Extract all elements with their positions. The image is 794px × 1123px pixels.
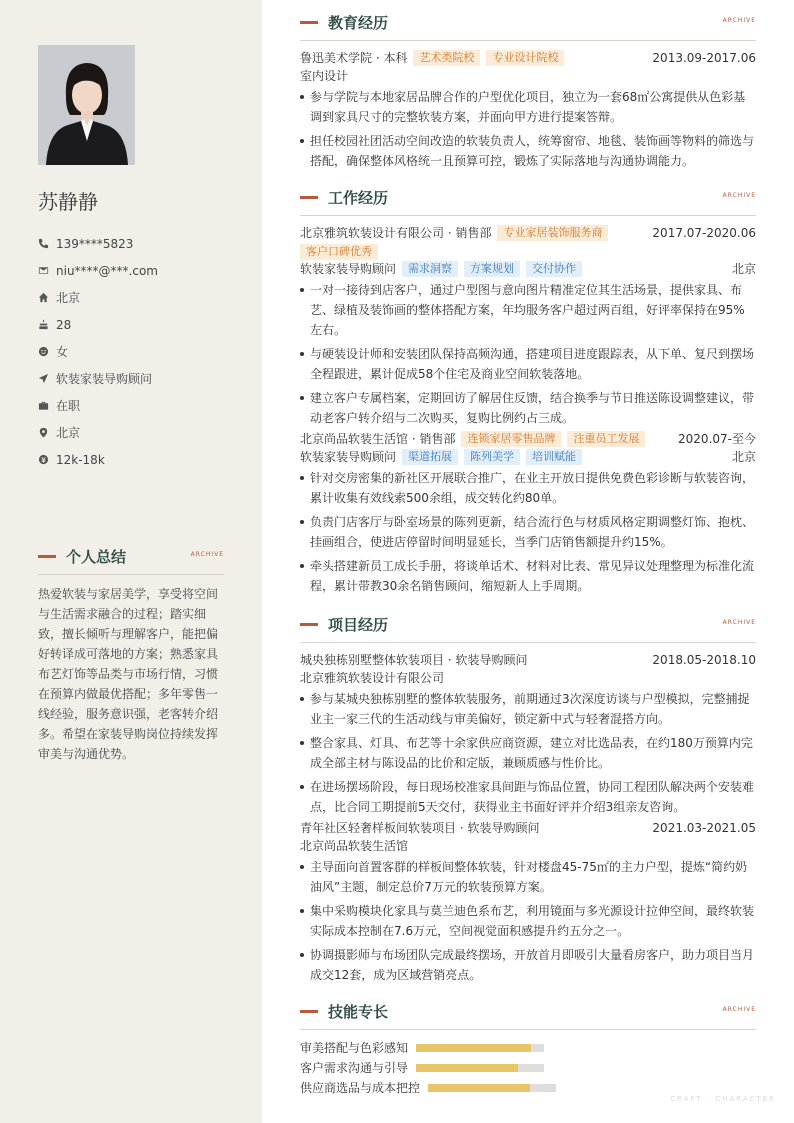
portrait-image xyxy=(38,45,135,165)
job-bullet: 一对一接待到店客户，通过户型图与意向图片精准定位其生活场景，提供家具、布艺、绿植及装饰画的整体搭配方案，年均服务客户超过两百组，好评率保持在95%左右。 xyxy=(300,280,756,340)
info-email xyxy=(38,257,248,284)
gender-icon xyxy=(38,346,56,357)
status-text: 在职 xyxy=(56,399,81,413)
project-header-row xyxy=(300,651,756,669)
email-text: niu****@***.com xyxy=(56,263,158,278)
skill-level-bar xyxy=(416,1064,544,1072)
skill-level-bar xyxy=(416,1044,544,1052)
info-location xyxy=(38,419,248,446)
education-major-row xyxy=(300,67,756,85)
mail-icon xyxy=(38,265,56,276)
skill-item xyxy=(300,1058,544,1078)
skills-section xyxy=(300,1000,756,1098)
job-header-row xyxy=(300,430,756,448)
education-major: 室内设计 xyxy=(300,69,349,83)
company-tag: 专业家居装饰服务商 xyxy=(497,225,608,241)
project-bullet: 在进场摆场阶段，每日现场校准家具间距与饰品位置，协同工程团队解决两个安装难点，比合同工期提前5天交付，获得业主书面好评并介绍3组亲友咨询。 xyxy=(300,777,756,817)
skill-tag: 交付协作 xyxy=(526,261,582,277)
project-date: 2021.03-2021.05 xyxy=(652,821,756,835)
project-org-row xyxy=(300,837,756,855)
skill-level-fill xyxy=(416,1064,518,1072)
position-text: 软装家装导购顾问 xyxy=(56,372,153,386)
project-bullet: 参与某城央独栋别墅的整体软装服务，前期通过3次深度访谈与户型模拟，完整捕捉业主一家三代的生活动线与审美偏好，锁定新中式与轻奢混搭方向。 xyxy=(300,689,756,729)
salary-icon xyxy=(38,454,56,465)
project-bullet: 集中采购模块化家具与莫兰迪色系布艺，利用镜面与多光源设计拉伸空间，最终软装实际成本控制在7.6万元，空间视觉面积感提升约五分之一。 xyxy=(300,901,756,941)
job-bullet: 负责门店客厅与卧室场景的陈列更新，结合流行色与材质风格定期调整灯饰、抱枕、挂画组合，使进店停留时间明显延长，当季门店销售额提升约15%。 xyxy=(300,512,756,552)
work-section xyxy=(300,186,756,596)
phone-icon xyxy=(38,238,56,249)
job-date: 2020.07-至今 xyxy=(678,432,756,446)
project-bullet: 主导面向首置客群的样板间整体软装，针对楼盘45-75㎡的主力户型，提炼“简约奶油风”主题，制定总价7万元的软装预算方案。 xyxy=(300,857,756,897)
section-accent-bar xyxy=(300,1010,318,1013)
section-divider xyxy=(300,40,756,41)
skill-level-fill xyxy=(428,1084,530,1092)
section-accent-bar xyxy=(300,21,318,24)
skill-tag: 方案规划 xyxy=(464,261,520,277)
skill-name: 供应商选品与成本把控 xyxy=(300,1081,421,1095)
education-section xyxy=(300,11,756,171)
skills-header xyxy=(300,1000,756,1022)
project-bullet: 整合家具、灯具、布艺等十余家供应商资源，建立对比选品表，在约180万预算内完成全部主材与陈设品的比价和定版，兼顾质感与性价比。 xyxy=(300,733,756,773)
skill-tag: 陈列美学 xyxy=(464,449,520,465)
work-archive-tag: ARCHIVE xyxy=(722,192,756,199)
briefcase-icon xyxy=(38,400,56,411)
job-date: 2017.07-2020.06 xyxy=(652,226,756,240)
send-icon xyxy=(38,373,56,384)
company-tag: 客户口碑优秀 xyxy=(300,244,378,260)
education-archive-tag: ARCHIVE xyxy=(722,17,756,24)
footer-watermark: CRAFT · CHARACTER xyxy=(670,1095,776,1103)
home-text: 北京 xyxy=(56,291,81,305)
location-icon xyxy=(38,427,56,438)
summary-header xyxy=(38,545,224,567)
job-header-row xyxy=(300,224,756,260)
project-org: 北京尚品软装生活馆 xyxy=(300,839,409,853)
skills-title: 技能专长 xyxy=(328,1002,389,1021)
company-tag: 连锁家居零售品牌 xyxy=(461,431,561,447)
skill-tag: 渠道拓展 xyxy=(402,449,458,465)
skills-list xyxy=(300,1038,794,1098)
section-divider xyxy=(38,574,224,575)
section-accent-bar xyxy=(38,555,56,558)
project-name: 城央独栋别墅整体软装项目 · 软装导购顾问 xyxy=(300,653,528,667)
project-org-row xyxy=(300,669,756,687)
info-salary xyxy=(38,446,248,473)
job-company: 北京雅筑软装设计有限公司 · 销售部 xyxy=(300,226,492,240)
section-accent-bar xyxy=(300,196,318,199)
summary-section xyxy=(38,545,224,764)
phone-text: 139****5823 xyxy=(56,236,134,251)
info-gender xyxy=(38,338,248,365)
age-text: 28 xyxy=(56,317,72,332)
section-divider xyxy=(300,642,756,643)
work-header xyxy=(300,186,756,208)
job-city: 北京 xyxy=(731,450,756,464)
job-bullet: 建立客户专属档案，定期回访了解居住反馈，结合换季与节日推送陈设调整建议，带动老客户转介绍与二次购买，复购比例约占三成。 xyxy=(300,388,756,428)
project-org: 北京雅筑软装设计有限公司 xyxy=(300,671,445,685)
info-age xyxy=(38,311,248,338)
section-divider xyxy=(300,1029,756,1030)
section-accent-bar xyxy=(300,623,318,626)
skill-tag: 需求洞察 xyxy=(402,261,458,277)
location-text: 北京 xyxy=(56,426,81,440)
skill-item xyxy=(300,1038,544,1058)
education-row xyxy=(300,49,756,67)
info-position xyxy=(38,365,248,392)
job-role: 软装家装导购顾问 xyxy=(300,450,397,464)
education-title: 教育经历 xyxy=(328,13,389,32)
info-status xyxy=(38,392,248,419)
company-tag: 注重员工发展 xyxy=(567,431,645,447)
skill-level-fill xyxy=(416,1044,531,1052)
projects-header xyxy=(300,613,756,635)
project-name: 青年社区轻奢样板间软装项目 · 软装导购顾问 xyxy=(300,821,540,835)
job-role: 软装家装导购顾问 xyxy=(300,262,397,276)
education-header xyxy=(300,11,756,33)
info-phone xyxy=(38,230,248,257)
job-bullet: 针对交房密集的新社区开展联合推广，在业主开放日提供免费色彩诊断与软装咨询，累计收集有效线索500余组，成交转化约80单。 xyxy=(300,468,756,508)
summary-text: 热爱软装与家居美学，享受将空间与生活需求融合的过程；踏实细致，擅长倾听与理解客户，能把偏好转译成可落地的方案；熟悉家具布艺灯饰等品类与市场行情，习惯在预算内做最优搭配；多年零售一线经验，服务意识强，老客转介绍多。希望在家装导购岗位持续发挥审美与沟通优势。 xyxy=(38,587,219,761)
candidate-name: 苏静静 xyxy=(38,190,98,214)
work-title: 工作经历 xyxy=(328,188,389,207)
job-company: 北京尚品软装生活馆 · 销售部 xyxy=(300,432,456,446)
education-date: 2013.09-2017.06 xyxy=(652,51,756,65)
cake-icon xyxy=(38,319,56,330)
project-header-row xyxy=(300,819,756,837)
skill-level-bar xyxy=(428,1084,556,1092)
school-tag: 专业设计院校 xyxy=(486,50,564,66)
skills-archive-tag: ARCHIVE xyxy=(722,1006,756,1013)
skill-item xyxy=(300,1078,556,1098)
skill-name: 审美搭配与色彩感知 xyxy=(300,1041,409,1055)
summary-title: 个人总结 xyxy=(66,547,127,566)
skill-tag: 培训赋能 xyxy=(526,449,582,465)
projects-archive-tag: ARCHIVE xyxy=(722,619,756,626)
education-bullet: 担任校园社团活动空间改造的软装负责人，统筹窗帘、地毯、装饰画等物料的筛选与搭配，确保整体风格统一且预算可控，锻炼了实际落地与沟通协调能力。 xyxy=(300,131,756,171)
salary-text: 12k-18k xyxy=(56,452,105,467)
profile-photo xyxy=(38,45,135,165)
skill-name: 客户需求沟通与引导 xyxy=(300,1061,409,1075)
contact-info-list xyxy=(38,230,248,473)
job-bullet: 与硬装设计师和安装团队保持高频沟通，搭建项目进度跟踪表，从下单、复尺到摆场全程跟进，累计促成58个住宅及商业空间软装落地。 xyxy=(300,344,756,384)
projects-section xyxy=(300,613,756,985)
section-divider xyxy=(300,215,756,216)
education-bullet: 参与学院与本地家居品牌合作的户型优化项目，独立为一套68㎡公寓提供从色彩基调到家具尺寸的完整软装方案，并面向甲方进行提案答辩。 xyxy=(300,87,756,127)
project-bullet: 协调摄影师与布场团队完成最终摆场，开放首月即吸引大量看房客户，助力项目当月成交12套，成为区域营销亮点。 xyxy=(300,945,756,985)
info-home xyxy=(38,284,248,311)
school-name: 鲁迅美术学院 · 本科 xyxy=(300,51,408,65)
project-date: 2018.05-2018.10 xyxy=(652,653,756,667)
projects-title: 项目经历 xyxy=(328,615,389,634)
job-role-row xyxy=(300,260,756,278)
school-tag: 艺术类院校 xyxy=(413,50,480,66)
gender-text: 女 xyxy=(56,345,69,359)
job-bullet: 牵头搭建新员工成长手册，将谈单话术、材料对比表、常见异议处理整理为标准化流程，累计带教30余名销售顾问，缩短新人上手周期。 xyxy=(300,556,756,596)
job-city: 北京 xyxy=(731,262,756,276)
sidebar xyxy=(0,0,262,1123)
job-role-row xyxy=(300,448,756,466)
summary-archive-tag: ARCHIVE xyxy=(190,551,224,558)
home-icon xyxy=(38,292,56,303)
